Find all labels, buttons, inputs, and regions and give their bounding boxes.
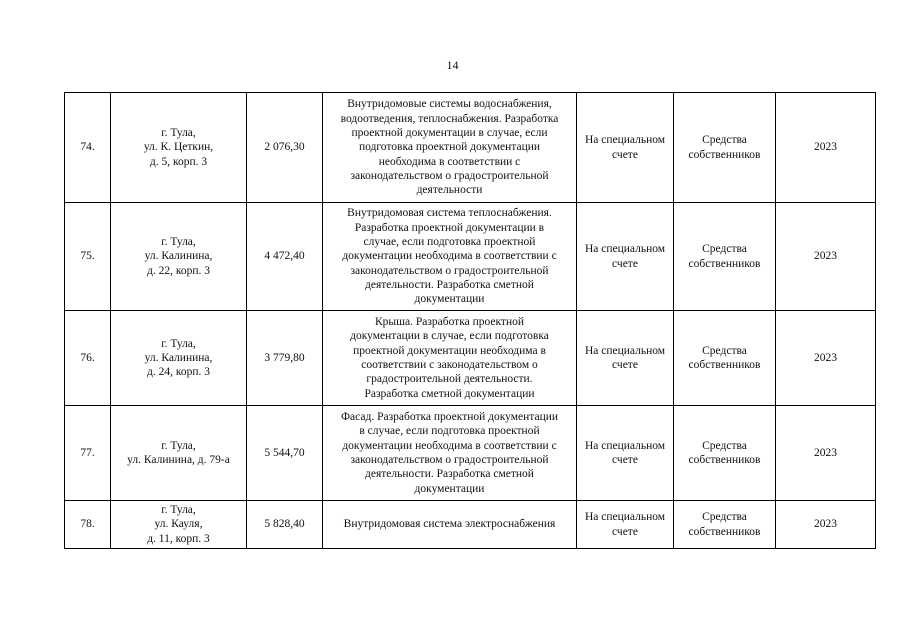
address-cell-line: г. Тула, bbox=[161, 236, 196, 249]
account-type-line: счете bbox=[612, 148, 638, 161]
funding-source bbox=[674, 406, 776, 501]
year-cell: 2023 bbox=[776, 311, 876, 406]
account-type-line: На специальном bbox=[584, 511, 666, 524]
cost-cell: 2 076,30 bbox=[247, 93, 323, 203]
funding-source bbox=[674, 501, 776, 549]
works-description-line: случае, если подготовка проектной bbox=[363, 236, 536, 249]
works-description-line: Фасад. Разработка проектной документации bbox=[340, 411, 559, 424]
works-description bbox=[323, 501, 577, 549]
works-description-line: водоотведения, теплоснабжения. Разработка bbox=[340, 112, 559, 125]
address-cell bbox=[111, 501, 247, 549]
works-description-line: проектной документации необходима в bbox=[353, 344, 546, 357]
address-cell bbox=[111, 406, 247, 501]
address-cell-line: ул. К. Цеткин, bbox=[143, 141, 214, 154]
funding-source-line: Средства bbox=[702, 134, 747, 147]
works-description-line: законодательством о градостроительной bbox=[350, 264, 549, 277]
funding-source-line: собственников bbox=[688, 148, 761, 161]
page-number: 14 bbox=[446, 58, 459, 72]
works-description-line: деятельности. Разработка сметной bbox=[365, 278, 534, 291]
works-description-line: законодательством о градостроительной bbox=[350, 169, 549, 182]
row-number: 74. bbox=[65, 93, 111, 203]
address-cell bbox=[111, 93, 247, 203]
cost-cell: 5 828,40 bbox=[247, 501, 323, 549]
cost-cell: 5 544,70 bbox=[247, 406, 323, 501]
works-description-line: Крыша. Разработка проектной bbox=[374, 316, 525, 329]
works-description-line: документации необходима в соответствии с bbox=[342, 250, 557, 263]
row-number: 76. bbox=[65, 311, 111, 406]
address-cell-line: ул. Кауля, bbox=[154, 518, 203, 531]
account-type bbox=[577, 501, 674, 549]
funding-source bbox=[674, 93, 776, 203]
funding-source-line: Средства bbox=[702, 439, 747, 452]
cost-cell: 4 472,40 bbox=[247, 203, 323, 311]
works-description-line: подготовка проектной документации bbox=[358, 141, 541, 154]
account-type-line: счете bbox=[612, 257, 638, 270]
works-description bbox=[323, 93, 577, 203]
account-type bbox=[577, 406, 674, 501]
row-number: 78. bbox=[65, 501, 111, 549]
works-description-line: в случае, если подготовка проектной bbox=[359, 425, 540, 438]
table-row bbox=[65, 93, 876, 203]
address-cell-line: д. 11, корп. 3 bbox=[147, 532, 210, 545]
works-description-line: Внутридомовая система теплоснабжения. bbox=[347, 207, 552, 220]
works-description-line: документации bbox=[414, 293, 485, 306]
table-row bbox=[65, 501, 876, 549]
address-cell-line: г. Тула, bbox=[161, 337, 196, 350]
works-description-line: градостроительной деятельности. bbox=[366, 373, 533, 386]
year-cell: 2023 bbox=[776, 93, 876, 203]
account-type-line: счете bbox=[612, 525, 638, 538]
works-description-line: проектной документации в случае, если bbox=[351, 127, 548, 140]
account-type bbox=[577, 93, 674, 203]
works-description bbox=[323, 311, 577, 406]
works-description bbox=[323, 203, 577, 311]
works-description-line: документации в случае, если подготовка bbox=[350, 330, 549, 343]
address-cell-line: д. 5, корп. 3 bbox=[149, 155, 208, 168]
funding-source-line: собственников bbox=[688, 257, 761, 270]
account-type bbox=[577, 203, 674, 311]
works-description-line: Внутридомовые системы водоснабжения, bbox=[347, 98, 552, 111]
works-description-line: законодательством о градостроительной bbox=[350, 454, 549, 466]
works-description-line: Разработка сметной документации bbox=[364, 387, 535, 400]
address-cell-line: д. 24, корп. 3 bbox=[146, 366, 210, 379]
address-cell bbox=[111, 203, 247, 311]
works-description-line: Внутридомовая система электроснабжения bbox=[343, 518, 556, 531]
funding-source bbox=[674, 203, 776, 311]
table-row bbox=[65, 203, 876, 311]
address-cell-line: ул. Калинина, bbox=[144, 250, 213, 263]
account-type-line: счете bbox=[612, 454, 638, 466]
address-cell-line: г. Тула, bbox=[161, 504, 196, 517]
account-type-line: счете bbox=[612, 359, 638, 371]
account-type bbox=[577, 311, 674, 406]
row-number: 75. bbox=[65, 203, 111, 311]
year-cell: 2023 bbox=[776, 501, 876, 549]
address-cell-line: д. 22, корп. 3 bbox=[146, 264, 210, 277]
capital-repair-table bbox=[64, 92, 876, 549]
works-description-line: Разработка проектной документации в bbox=[354, 221, 545, 234]
works-description-line: соответствии с законодательством о bbox=[361, 359, 538, 371]
table-row bbox=[65, 406, 876, 501]
account-type-line: На специальном bbox=[584, 243, 666, 256]
table-body bbox=[65, 93, 876, 549]
account-type-line: На специальном bbox=[584, 134, 666, 147]
works-description-line: документации необходима в соответствии с bbox=[342, 439, 557, 452]
account-type-line: На специальном bbox=[584, 344, 666, 357]
funding-source-line: собственников bbox=[688, 525, 761, 538]
works-description-line: документации bbox=[414, 482, 485, 495]
funding-source-line: Средства bbox=[702, 511, 747, 524]
funding-source-line: собственников bbox=[688, 359, 761, 371]
works-description-line: необходима в соответствии с bbox=[378, 155, 521, 168]
address-cell-line: г. Тула, bbox=[161, 127, 196, 140]
address-cell-line: ул. Калинина, д. 79-а bbox=[127, 454, 230, 466]
works-description bbox=[323, 406, 577, 501]
year-cell: 2023 bbox=[776, 203, 876, 311]
address-cell-line: г. Тула, bbox=[161, 439, 196, 452]
works-description-line: деятельности bbox=[416, 184, 483, 197]
funding-source-line: Средства bbox=[702, 344, 747, 357]
table-row bbox=[65, 311, 876, 406]
funding-source-line: собственников bbox=[688, 454, 761, 466]
row-number: 77. bbox=[65, 406, 111, 501]
works-description-line: деятельности. Разработка сметной bbox=[365, 468, 534, 481]
address-cell bbox=[111, 311, 247, 406]
funding-source-line: Средства bbox=[702, 243, 747, 256]
account-type-line: На специальном bbox=[584, 439, 666, 452]
address-cell-line: ул. Калинина, bbox=[144, 351, 213, 364]
funding-source bbox=[674, 311, 776, 406]
year-cell: 2023 bbox=[776, 406, 876, 501]
cost-cell: 3 779,80 bbox=[247, 311, 323, 406]
